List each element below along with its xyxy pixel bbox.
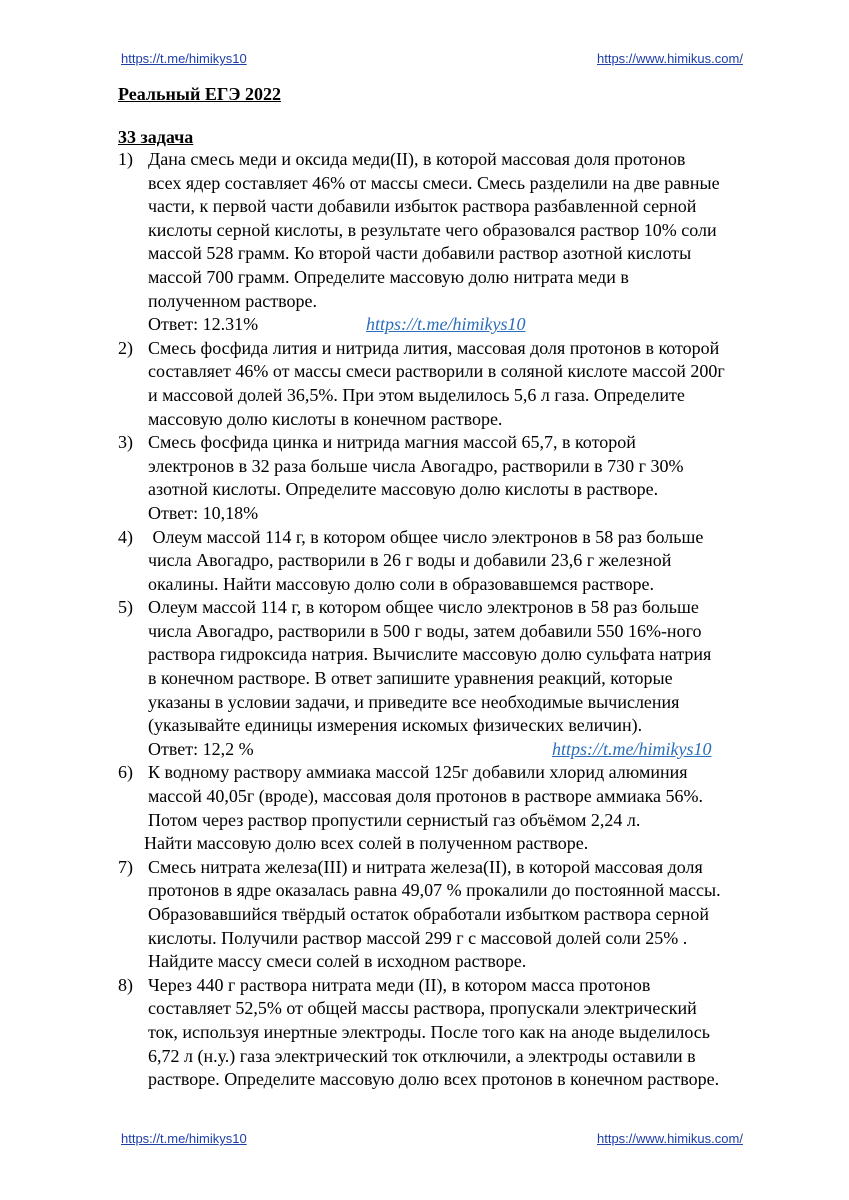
task-text-line: К водному раствору аммиака массой 125г добавили хлорид алюминия bbox=[148, 762, 688, 783]
task-number: 2) bbox=[118, 337, 133, 358]
task-text-line: Олеум массой 114 г, в котором общее число электронов в 58 раз больше bbox=[148, 526, 704, 547]
task-text-line: полученном растворе. bbox=[148, 290, 317, 311]
task-text-line: составляет 46% от массы смеси растворили в соляной кислоте массой 200г bbox=[148, 361, 725, 382]
telegram-link[interactable]: https://t.me/himikys10 bbox=[552, 738, 712, 759]
document-title: Реальный ЕГЭ 2022 bbox=[118, 84, 281, 104]
task-text-line: числа Авогадро, растворили в 500 г воды, затем добавили 550 16%-ного bbox=[148, 620, 702, 641]
task-text-line: указаны в условии задачи, и приведите все необходимые вычисления bbox=[148, 691, 680, 712]
task-text-line: Смесь фосфида лития и нитрида лития, массовая доля протонов в которой bbox=[148, 337, 720, 358]
task-number: 8) bbox=[118, 974, 133, 995]
task-text-line: 6,72 л (н.у.) газа электрический ток отключили, а электроды оставили в bbox=[148, 1045, 696, 1066]
task-text-line: массой 528 грамм. Ко второй части добавили раствор азотной кислоты bbox=[148, 243, 692, 264]
task-text-line: растворе. Определите массовую долю всех протонов в конечном растворе. bbox=[148, 1069, 720, 1090]
task-5 bbox=[118, 596, 798, 761]
task-number: 4) bbox=[118, 526, 133, 547]
task-3 bbox=[118, 431, 798, 525]
task-text-line: Образовавшийся твёрдый остаток обработали избытком раствора серной bbox=[148, 904, 710, 924]
task-answer: Ответ: 10,18% bbox=[148, 502, 259, 523]
task-number: 6) bbox=[118, 762, 133, 783]
task-2 bbox=[118, 337, 798, 431]
task-text-line: окалины. Найти массовую долю соли в образовавшемся растворе. bbox=[148, 573, 654, 594]
task-text-line: Дана смесь меди и оксида меди(II), в которой массовая доля протонов bbox=[148, 149, 686, 169]
task-6 bbox=[118, 761, 798, 855]
task-text-line: Найти массовую долю всех солей в полученном растворе. bbox=[144, 833, 589, 854]
task-text-line: ток, используя инертные электроды. После того как на аноде выделилось bbox=[148, 1021, 710, 1042]
task-text-line: раствора гидроксида натрия. Вычислите массовую долю сульфата натрия bbox=[148, 644, 712, 665]
task-8 bbox=[118, 974, 798, 1092]
task-text-line: всех ядер составляет 46% от массы смеси. Смесь разделили на две равные bbox=[148, 172, 720, 193]
task-text-line: и массовой долей 36,5%. При этом выделилось 5,6 л газа. Определите bbox=[148, 384, 685, 405]
task-answer: Ответ: 12,2 % bbox=[148, 738, 254, 759]
task-answer: Ответ: 12.31% bbox=[148, 314, 259, 335]
footer-website-link[interactable]: https://www.himikus.com/ bbox=[597, 1131, 743, 1146]
task-text-line: числа Авогадро, растворили в 26 г воды и добавили 23,6 г железной bbox=[148, 550, 672, 571]
task-text-line: Смесь нитрата железа(III) и нитрата железа(II), в которой массовая доля bbox=[148, 856, 703, 877]
task-text-line: кислоты серной кислоты, в результате чего образовался раствор 10% соли bbox=[148, 219, 717, 240]
task-1 bbox=[118, 148, 798, 337]
task-text-line: протонов в ядре оказалась равна 49,07 % прокалили до постоянной массы. bbox=[148, 880, 721, 901]
task-text-line: Смесь фосфида цинка и нитрида магния массой 65,7, в которой bbox=[148, 432, 636, 453]
header-website-link[interactable]: https://www.himikus.com/ bbox=[597, 51, 743, 66]
task-text-line: части, к первой части добавили избыток раствора разбавленной серной bbox=[148, 196, 697, 217]
task-text-line: кислоты. Получили раствор массой 299 г с массовой долей соли 25% . bbox=[148, 927, 688, 948]
task-text-line: составляет 52,5% от общей массы раствора, пропускали электрический bbox=[148, 998, 697, 1019]
footer-telegram-link[interactable]: https://t.me/himikys10 bbox=[121, 1131, 247, 1146]
task-text-line: Через 440 г раствора нитрата меди (II), в котором масса протонов bbox=[148, 974, 651, 995]
task-text-line: (указывайте единицы измерения искомых физических величин). bbox=[148, 715, 643, 736]
task-text-line: Потом через раствор пропустили сернистый газ объёмом 2,24 л. bbox=[148, 809, 641, 830]
task-4 bbox=[118, 526, 798, 597]
section-title: 33 задача bbox=[118, 127, 194, 147]
task-number: 7) bbox=[118, 856, 133, 877]
task-list bbox=[118, 148, 798, 1092]
task-text-line: электронов в 32 раза больше числа Авогадро, растворили в 730 г 30% bbox=[148, 455, 684, 476]
telegram-link[interactable]: https://t.me/himikys10 bbox=[366, 314, 526, 335]
task-text-line: массой 700 грамм. Определите массовую долю нитрата меди в bbox=[148, 266, 629, 287]
task-text-line: массой 40,05г (вроде), массовая доля протонов в растворе аммиака 56%. bbox=[148, 786, 704, 807]
task-number: 5) bbox=[118, 597, 133, 618]
task-number: 1) bbox=[118, 149, 133, 169]
task-text-line: Олеум массой 114 г, в котором общее число электронов в 58 раз больше bbox=[148, 597, 699, 618]
header-telegram-link[interactable]: https://t.me/himikys10 bbox=[121, 51, 247, 66]
task-number: 3) bbox=[118, 432, 133, 453]
task-text-line: Найдите массу смеси солей в исходном растворе. bbox=[148, 951, 527, 972]
task-text-line: в конечном растворе. В ответ запишите уравнения реакций, которые bbox=[148, 668, 673, 689]
task-text-line: азотной кислоты. Определите массовую долю кислоты в растворе. bbox=[148, 479, 659, 500]
task-text-line: массовую долю кислоты в конечном растворе. bbox=[148, 408, 503, 429]
task-7 bbox=[118, 856, 798, 974]
